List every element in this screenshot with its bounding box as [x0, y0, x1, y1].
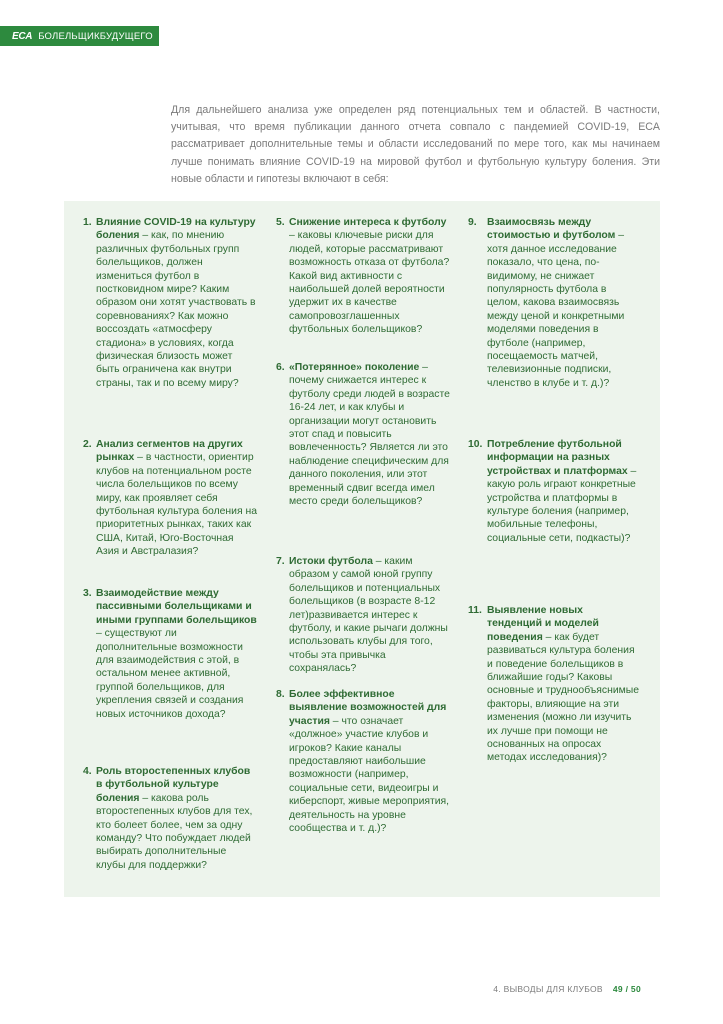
topic-number: 11. [468, 605, 482, 616]
topic-number: 6. [276, 362, 285, 373]
topic-description: – какую роль играют конкретные устройства и платформы в культуре боления (например, мобильные телефоны, социальные сети, подкасты)? [487, 465, 637, 544]
topic-item-11 [468, 604, 640, 765]
topic-description: – какова роль второстепенных клубов для тех, кто болеет более, чем за одну команду? Что побуждает людей выбирать дополнительные клубы для поддержки? [96, 792, 253, 871]
topic-title: Взаимодействие между пассивными болельщиками и иными группами болельщиков [96, 588, 257, 626]
topic-number: 10. [468, 439, 483, 450]
topic-item-6 [276, 361, 451, 508]
intro-paragraph: Для дальнейшего анализа уже определен ряд потенциальных тем и областей. В частности, учитывая, что время публикации данного отчета совпало с пандемией COVID-19, ECA рассматривает дополнительные темы и области исследований по мере того, как мы начинаем лучше понимать влияние COVID-19 на мировой футбол и футбольную культуру боления. Эти новые области и гипотезы включают в себя: [171, 104, 660, 185]
topic-title: Влияние COVID-19 на культуру боления [96, 217, 256, 242]
topic-title: Истоки футбола [289, 556, 373, 567]
topic-description: – хотя данное исследование показало, что цена, по-видимому, не снижает популярность футбола в целом, какова взаимосвязь между ценой и конкретными моделями поведения в футболе (например, посещаемость матчей, телевизионные подписки, членство в клубе и т. д.)? [487, 230, 625, 389]
topic-description: – что означает «должное» участие клубов и игроков? Какие каналы предоставляют наибольшие возможности (например, социальные сети, видеоигры и киберспорт, живые мероприятия, деятельность на уровне сообщества и т. д.)? [289, 715, 450, 835]
topic-description: – существуют ли дополнительные возможности для взаимодействия с этой, в остальном менее активной, группой болельщиков, для укрепления связей и создания новых источников дохода? [96, 628, 244, 720]
topic-description: – каковы ключевые риски для людей, которые рассматривают возможность отказа от футбола? Какой вид активности с наибольшей долей вероятности удержит их в качестве самопровозглашенных футбольных болельщиков? [289, 230, 450, 336]
topic-item-2 [83, 438, 258, 559]
topic-number: 2. [83, 439, 92, 450]
header-section-title: БОЛЕЛЬЩИКБУДУЩЕГО [38, 30, 153, 42]
topic-title: Анализ сегментов на других рынках [96, 439, 243, 464]
topic-description: – как будет развиваться культура боления и поведение болельщиков в ближайшие годы? Каковы основные и труднообъяснимые факторы, влияющие на эти изменения (можно ли изучить их лучше при помощи не основанных на опросах методах исследования)? [487, 631, 640, 764]
topic-description: – почему снижается интерес к футболу среди людей в возрасте 16-24 лет, и как клубы и организации могут остановить этот спад и повысить вовлеченность? Является ли это наблюдение специфическим для данного поколения, или этот временный сдвиг всегда имел место среди болельщиков? [289, 362, 450, 508]
topic-item-7 [276, 555, 451, 676]
topic-number: 9. [468, 217, 477, 228]
topic-title: Более эффективное выявление возможностей для участия [289, 689, 447, 727]
page-footer [493, 984, 641, 994]
topic-item-1 [83, 216, 258, 390]
topic-item-9 [468, 216, 640, 390]
topic-number: 7. [276, 556, 285, 567]
page-number: 49 / 50 [612, 984, 641, 994]
topic-title: «Потерянное» поколение [289, 362, 420, 373]
topic-description: – в частности, ориентир клубов на потенциальном росте числа болельщиков по всему миру, как проявляет себя футбольная культура боления на приоритетных рынках, таких как США, Китай, Юго-Восточная Азия и Австралазия? [96, 452, 258, 558]
footer-section: 4. ВЫВОДЫ ДЛЯ КЛУБОВ [493, 984, 603, 994]
topic-item-10 [468, 438, 640, 545]
topic-item-4 [83, 765, 258, 872]
topic-title: Потребление футбольной информации на разных устройствах и платформах [487, 439, 628, 477]
topic-number: 4. [83, 766, 92, 777]
topic-title: Снижение интереса к футболу [289, 217, 447, 228]
topic-title: Взаимосвязь между стоимостью и футболом [487, 217, 616, 242]
topic-number: 8. [276, 689, 285, 700]
topic-title: Выявление новых тенденций и моделей поведения [487, 605, 599, 643]
topic-number: 1. [83, 217, 92, 228]
topic-item-3 [83, 587, 258, 721]
eca-logo: ECA [12, 30, 33, 42]
topic-description: – каким образом у самой юной группу болельщиков и потенциальных болельщиков (в возрасте 8-12 лет)развивается интерес к футболу, и какие рычаги должны использовать клубы для того, чтобы эта привычка сохранялась? [289, 556, 448, 675]
header-bar [0, 26, 159, 46]
topic-description: – как, по мнению различных футбольных групп болельщиков, должен измениться футбол в постковидном мире? Каким образом они хотят участвовать в соревнованиях? Как можно воссоздать «атмосферу стадиона» в условиях, когда физическая близость может быть ограничена как внутри страны, так и по всему миру? [96, 230, 256, 389]
topic-number: 5. [276, 217, 285, 228]
topic-item-8 [276, 688, 451, 835]
topic-number: 3. [83, 588, 92, 599]
topic-title: Роль второстепенных клубов в футбольной культуре боления [96, 766, 251, 804]
topic-item-5 [276, 216, 451, 337]
